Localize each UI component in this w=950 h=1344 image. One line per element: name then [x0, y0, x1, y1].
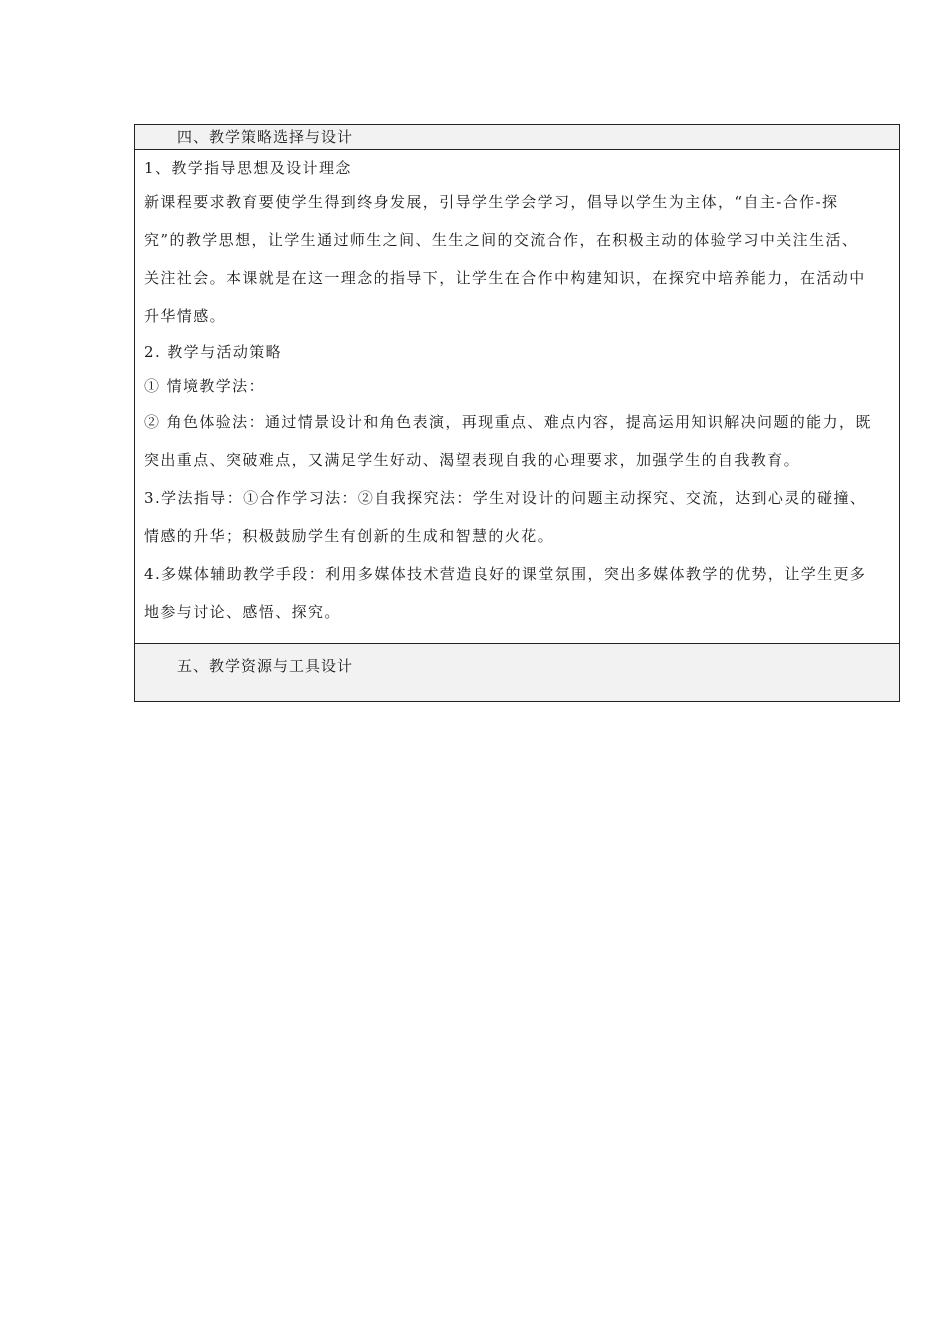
- point2-item-2-line-1: ② 角色体验法：通过情景设计和角色表演，再现重点、难点内容，提高运用知识解决问题的能力，既: [144, 413, 872, 431]
- point4-line-2: 地参与讨论、感悟、探究。: [144, 603, 341, 621]
- point3-line-2: 情感的升华；积极鼓励学生有创新的生成和智慧的火花。: [144, 527, 555, 545]
- point2-heading: 2. 教学与活动策略: [144, 343, 283, 361]
- section-five-header: [135, 643, 899, 701]
- section-four-header: [135, 125, 899, 150]
- point3-line-1: 3.学法指导：①合作学习法：②自我探究法：学生对设计的问题主动探究、交流，达到心灵的碰撞、: [144, 489, 867, 507]
- point1-line-1: 新课程要求教育要使学生得到终身发展，引导学生学会学习，倡导以学生为主体，“自主-合作-探: [144, 193, 839, 211]
- point2-item-1: ① 情境教学法：: [144, 377, 265, 395]
- point1-line-2: 究”的教学思想，让学生通过师生之间、生生之间的交流合作，在积极主动的体验学习中关注生活、: [144, 231, 859, 249]
- point1-line-3: 关注社会。本课就是在这一理念的指导下，让学生在合作中构建知识，在探究中培养能力，在活动中: [144, 269, 866, 287]
- section-five-title: 五、教学资源与工具设计: [177, 657, 354, 675]
- point4-line-1: 4.多媒体辅助教学手段：利用多媒体技术营造良好的课堂氛围，突出多媒体教学的优势，让学生更多: [144, 565, 867, 583]
- lesson-plan-table: [134, 124, 900, 702]
- point1-line-4: 升华情感。: [144, 307, 227, 325]
- section-four-content: [135, 150, 899, 643]
- point1-heading: 1、教学指导思想及设计理念: [144, 159, 352, 177]
- point2-item-2-line-2: 突出重点、突破难点，又满足学生好动、渴望表现自我的心理要求，加强学生的自我教育。: [144, 451, 801, 469]
- section-four-title: 四、教学策略选择与设计: [177, 128, 354, 146]
